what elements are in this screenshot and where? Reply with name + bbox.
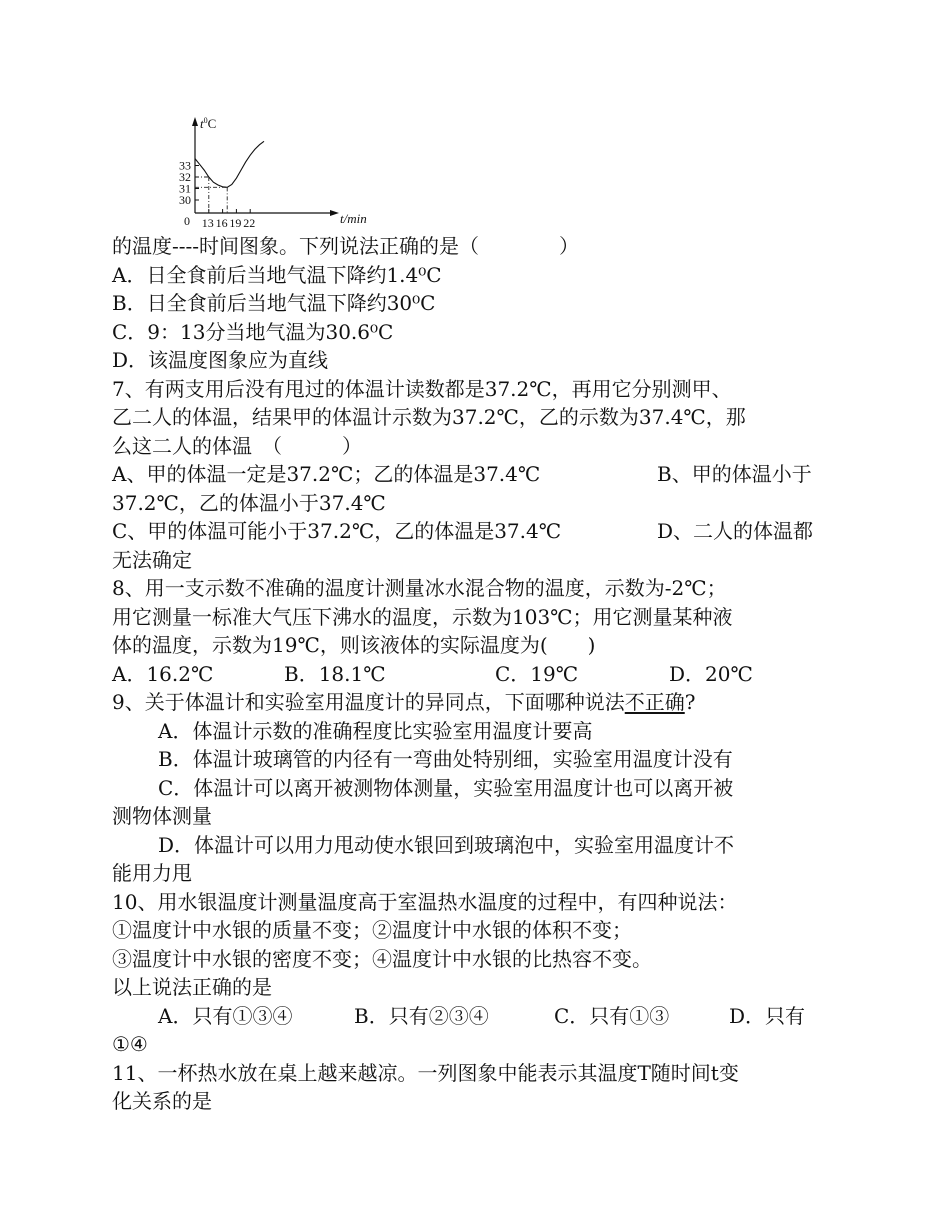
q7-option-c: C、甲的体温可能小于37.2℃，乙的体温是37.4℃ (112, 519, 562, 543)
q10-options (112, 1002, 852, 1031)
q9-option-b: B．体温计玻璃管的内径有一弯曲处特别细，实验室用温度计没有 (158, 747, 733, 771)
x-tick-label: 16 (215, 216, 228, 230)
temperature-curve (195, 141, 264, 187)
q8-options (112, 660, 852, 689)
q9-option-c: C．体温计可以离开被测物体测量，实验室用温度计也可以离开被 (158, 775, 734, 800)
x-tick-label: 13 (201, 216, 214, 230)
q7-option-b-cont: 37.2℃，乙的体温小于37.4℃ (112, 490, 386, 515)
origin-label: 0 (184, 214, 190, 228)
q7-option-b: B、甲的体温小于 (657, 462, 812, 486)
y-tick-label: 33 (179, 158, 191, 173)
q8-stem-line-2: 用它测量一标准大气压下沸水的温度，示数为103℃；用它测量某种液 (112, 604, 733, 629)
q8-stem-line-1: 8、用一支示数不准确的温度计测量冰水混合物的温度，示数为-2℃； (112, 576, 727, 600)
q9-option-c-cont: 测物体测量 (112, 804, 212, 828)
q7-options-row-2 (112, 517, 852, 546)
q8-option-a: A．16.2℃ (112, 661, 214, 686)
y-tick-label: 32 (179, 170, 191, 184)
question-text (112, 232, 852, 1116)
q7-stem-line-2: 乙二人的体温，结果甲的体温计示数为37.2℃，乙的示数为37.4℃，那 (112, 405, 746, 429)
temperature-time-chart (170, 110, 390, 232)
y-axis-label: $t^0C$ (200, 116, 217, 131)
x-tick-label: 19 (229, 216, 242, 230)
q10-option-d: D．只有 (729, 1003, 806, 1028)
q10-option-b: B．只有②③④ (354, 1003, 489, 1028)
q7-option-d: D、二人的体温都 (657, 519, 814, 543)
q8-option-c: C．19℃ (495, 661, 579, 686)
q9-option-a: A．体温计示数的准确程度比实验室用温度计要高 (158, 718, 593, 743)
q10-option-c: C．只有①③ (554, 1003, 670, 1028)
q10-stem-line-3: ③温度计中水银的密度不变；④温度计中水银的比热容不变。 (112, 946, 652, 971)
q10-option-d-cont: ①④ (112, 1032, 148, 1056)
y-tick-label: 30 (179, 193, 191, 207)
q7-option-d-cont: 无法确定 (112, 547, 192, 572)
q9-stem: 9、关于体温计和实验室用温度计的异同点，下面哪种说法不正确? (112, 690, 696, 714)
y-tick-label: 31 (179, 181, 191, 196)
q6-option-b: B．日全食前后当地气温下降约30⁰C (112, 291, 436, 315)
q11-stem-line-1: 11、一杯热水放在桌上越来越凉。一列图象中能表示其温度T随时间t变 (112, 1060, 739, 1085)
q9-option-d: D．体温计可以用力甩动使水银回到玻璃泡中，实验室用温度计不 (158, 832, 735, 857)
q6-option-a: A．日全食前后当地气温下降约1.4⁰C (112, 262, 442, 287)
q11-stem-line-2: 化关系的是 (112, 1089, 212, 1113)
q8-option-d: D．20℃ (669, 661, 753, 686)
q10-option-a: A．只有①③④ (158, 1003, 293, 1028)
q10-stem-line-2: ①温度计中水银的质量不变；②温度计中水银的体积不变； (112, 918, 632, 942)
q10-stem-line-1: 10、用水银温度计测量温度高于室温热水温度的过程中，有四种说法： (112, 889, 738, 914)
q6-option-d: D．该温度图象应为直线 (112, 348, 329, 372)
q7-option-a: A、甲的体温一定是37.2℃；乙的体温是37.4℃ (112, 462, 541, 486)
y-axis-arrow (192, 117, 198, 126)
x-tick-label: 22 (243, 216, 256, 230)
q7-stem-line-3: 么这二人的体温 （ ） (112, 433, 362, 458)
q10-stem-line-4: 以上说法正确的是 (112, 975, 272, 999)
q7-stem-line-1: 7、有两支用后没有甩过的体温计读数都是37.2℃，再用它分别测甲、 (112, 376, 732, 401)
q6-option-c: C．9：13分当地气温为30.6⁰C (112, 319, 394, 344)
q9-not-correct-underlined: 不正确 (624, 690, 685, 714)
q7-options-row-1 (112, 460, 852, 489)
x-axis-label: t/min (340, 211, 367, 226)
q6-stem-tail: 的温度----时间图象。下列说法正确的是（ ） (112, 234, 580, 258)
q8-stem-line-3: 体的温度，示数为19℃，则该液体的实际温度为( ) (112, 633, 596, 657)
x-axis-arrow (330, 210, 339, 216)
q9-option-d-cont: 能用力甩 (112, 861, 192, 885)
q8-option-b: B．18.1℃ (284, 661, 386, 686)
